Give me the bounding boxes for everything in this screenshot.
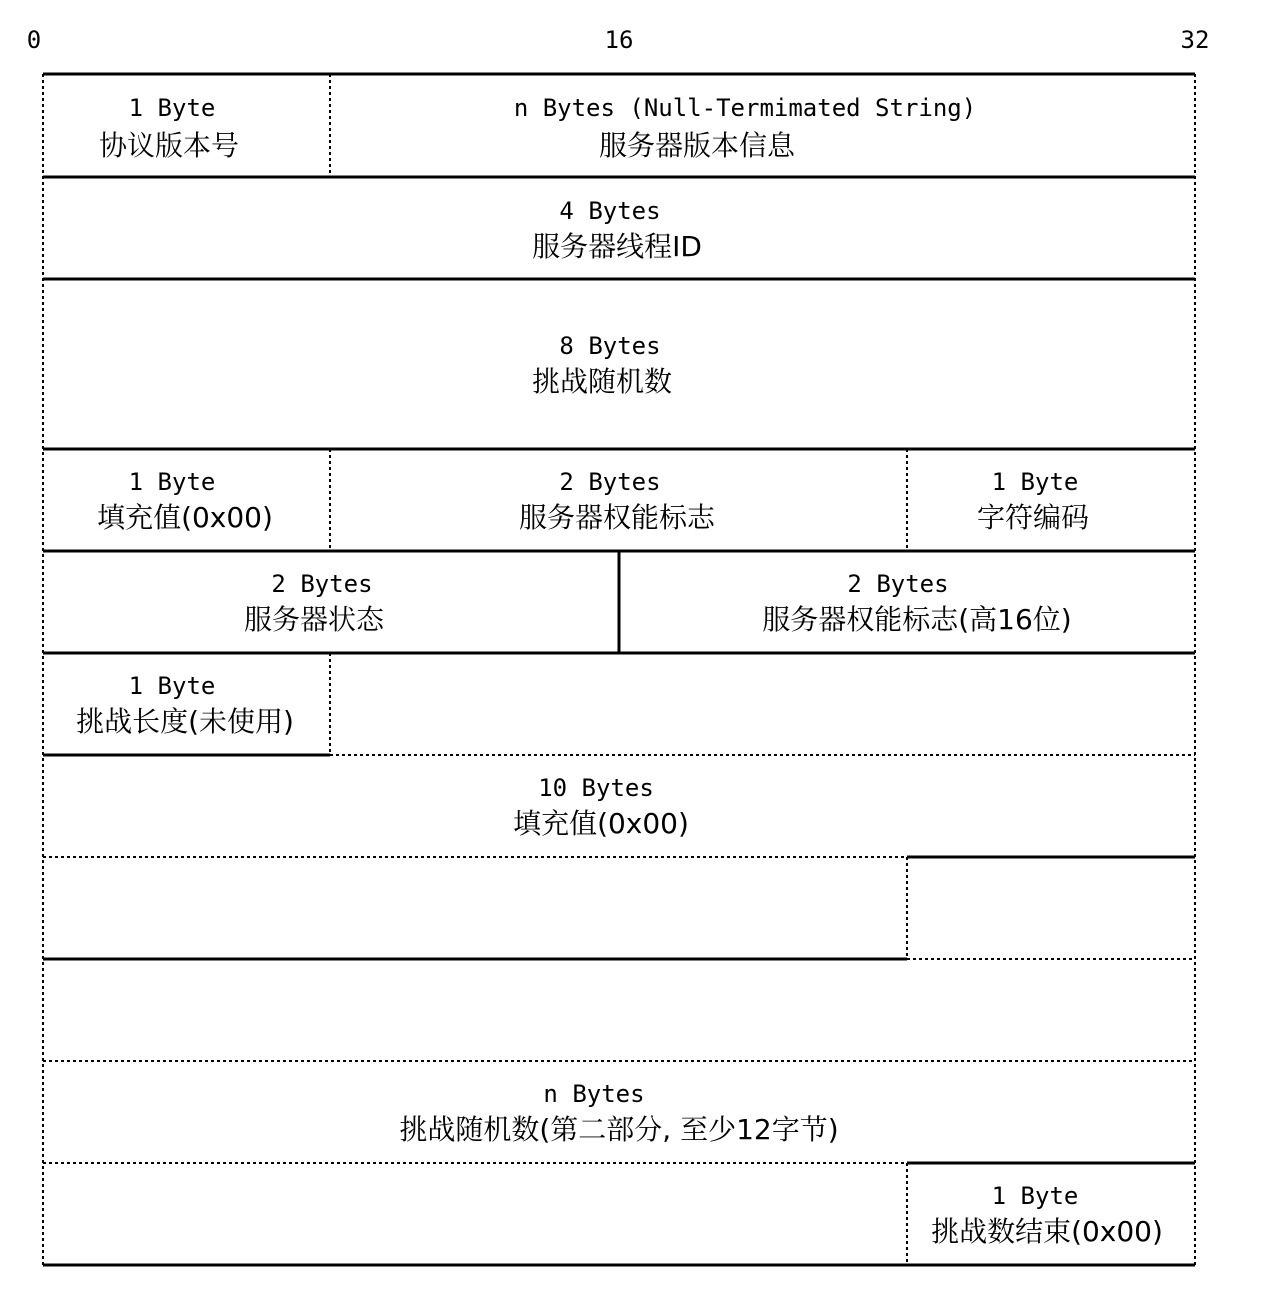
field-label: 服务器版本信息 [598, 129, 796, 162]
field-label: 挑战长度(未使用) [76, 705, 294, 738]
field-size: 8 Bytes [559, 332, 661, 360]
field-size: 10 Bytes [538, 774, 654, 802]
field-label: 挑战随机数(第二部分, 至少12字节) [399, 1113, 839, 1146]
field-size: 1 Byte [128, 672, 216, 700]
ruler-middle-label: 16 [604, 26, 634, 54]
ruler-start-label: 0 [26, 26, 42, 54]
field-size: 2 Bytes [271, 570, 373, 598]
ruler-end-label: 32 [1180, 26, 1210, 54]
field-label: 挑战数结束(0x00) [931, 1215, 1163, 1248]
field-label: 服务器线程ID [532, 230, 702, 263]
field-label: 服务器状态 [243, 603, 385, 636]
field-size: 1 Byte [128, 468, 216, 496]
field-size: 2 Bytes [559, 468, 661, 496]
field-label: 服务器权能标志(高16位) [762, 603, 1072, 636]
field-size: 4 Bytes [559, 197, 661, 225]
field-label: 协议版本号 [98, 129, 240, 162]
field-label: 字符编码 [976, 501, 1090, 534]
field-size: 1 Byte [991, 1182, 1079, 1210]
field-size: n Bytes (Null-Termimated String) [513, 94, 977, 122]
field-label: 服务器权能标志 [518, 501, 716, 534]
field-size: n Bytes [543, 1080, 645, 1108]
field-size: 2 Bytes [847, 570, 949, 598]
field-size: 1 Byte [128, 94, 216, 122]
field-label: 填充值(0x00) [97, 501, 273, 534]
field-size: 1 Byte [991, 468, 1079, 496]
field-label: 填充值(0x00) [513, 807, 689, 840]
field-label: 挑战随机数 [531, 365, 673, 398]
